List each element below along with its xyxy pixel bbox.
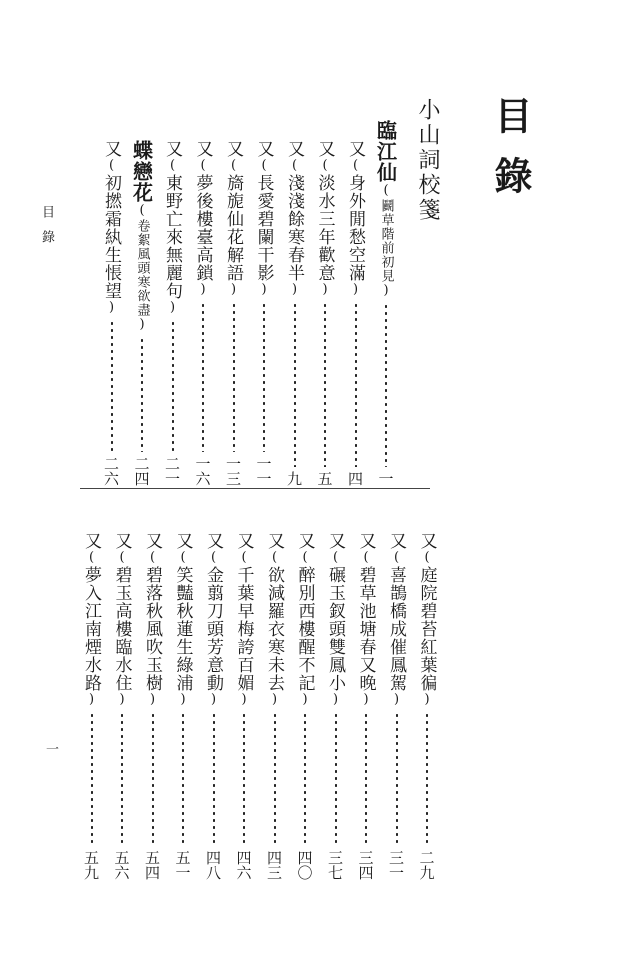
close-paren: )	[165, 300, 180, 316]
entry-label	[384, 532, 409, 708]
tune-name: 又	[284, 140, 304, 158]
leader-dots	[213, 712, 215, 846]
open-paren: (	[389, 550, 404, 566]
open-paren: (	[104, 158, 119, 174]
tune-name: 又	[162, 140, 182, 158]
leader-dots	[304, 712, 306, 846]
close-paren: )	[317, 282, 333, 298]
leader-dots	[121, 712, 123, 846]
toc-entry	[129, 140, 155, 486]
entry-page-number: 四六	[234, 850, 253, 880]
close-paren: )	[358, 692, 374, 708]
close-paren: )	[175, 692, 191, 708]
close-paren: )	[206, 692, 221, 708]
entry-page-number: 五一	[173, 850, 192, 880]
close-paren: )	[114, 692, 130, 708]
entry-label	[160, 140, 185, 316]
open-paren: (	[165, 158, 180, 174]
toc-entry	[353, 532, 379, 880]
entry-label	[293, 532, 318, 708]
open-paren: (	[419, 550, 435, 566]
poem-first-line: 淡水三年歡意	[314, 174, 335, 282]
tune-name: 又	[223, 140, 243, 158]
poem-first-line: 東野亡來無麗句	[162, 174, 182, 300]
open-paren: (	[256, 158, 272, 174]
toc-entry	[373, 120, 399, 486]
close-paren: )	[267, 692, 282, 708]
tune-name: 又	[111, 532, 132, 550]
toc-entry	[251, 140, 277, 486]
poem-first-line: 夢入江南煙水路	[81, 566, 101, 692]
tune-name: 又	[345, 140, 365, 158]
toc-entry	[384, 532, 410, 880]
leader-dots	[152, 712, 154, 846]
open-paren: (	[134, 203, 150, 219]
tune-name: 臨江仙	[373, 120, 398, 183]
open-paren: (	[287, 158, 302, 174]
close-paren: )	[134, 317, 150, 333]
toc-entry	[323, 532, 349, 880]
entry-page-number: 五四	[143, 850, 161, 880]
leader-dots	[233, 302, 235, 452]
entry-page-number: 五九	[82, 850, 100, 880]
close-paren: )	[145, 692, 160, 708]
toc-entry	[414, 532, 440, 880]
entry-label	[140, 532, 165, 708]
leader-dots	[243, 712, 245, 846]
entry-page-number: 二九	[417, 850, 436, 880]
entry-page-number: 一六	[193, 456, 212, 486]
leader-dots	[294, 302, 296, 467]
poem-first-line: 長愛碧闌干影	[253, 174, 274, 282]
tune-name: 又	[416, 532, 437, 550]
poem-first-line: 千葉早梅誇百媚	[233, 566, 254, 692]
entry-label	[282, 140, 307, 298]
tune-name: 又	[355, 532, 376, 550]
entry-label	[252, 140, 277, 298]
close-paren: )	[236, 692, 252, 708]
entry-label	[79, 532, 104, 708]
leader-dots	[263, 302, 265, 452]
entry-page-number: 一三	[224, 456, 242, 486]
tune-name: 又	[101, 140, 121, 158]
toc-entry	[160, 140, 186, 486]
poem-first-line: 金翦刀頭芳意動	[203, 566, 223, 692]
entry-page-number: 一一	[254, 456, 273, 486]
entry-page-number: 四	[346, 471, 364, 486]
poem-first-line: 碾玉釵頭雙鳳小	[325, 566, 345, 692]
poem-first-line: 身外閒愁空滿	[345, 174, 365, 282]
toc-entry	[292, 532, 318, 880]
section-divider	[80, 488, 430, 489]
leader-dots	[324, 302, 326, 467]
close-paren: )	[419, 692, 435, 708]
page-number: 一	[43, 742, 58, 755]
entry-label	[343, 140, 368, 298]
tune-name: 又	[142, 532, 162, 550]
toc-entry	[140, 532, 166, 880]
close-paren: )	[389, 692, 404, 708]
tune-name: 又	[81, 532, 101, 550]
close-paren: )	[348, 282, 363, 298]
page-heading: 目錄	[488, 96, 533, 216]
entry-label	[128, 140, 157, 333]
entry-page-number: 三七	[326, 850, 344, 880]
open-paren: (	[297, 550, 313, 566]
poem-first-line: 欲減羅衣寒未去	[264, 566, 284, 692]
tune-name: 又	[233, 532, 254, 550]
close-paren: )	[226, 282, 241, 298]
entry-label	[232, 532, 257, 708]
leader-dots	[335, 712, 337, 846]
poem-first-line: 喜鵲橋成催鳳駕	[386, 566, 406, 692]
leader-dots	[355, 302, 357, 467]
poem-first-line: 碧落秋風吹玉樹	[142, 566, 162, 692]
entry-label	[262, 532, 287, 708]
open-paren: (	[84, 550, 99, 566]
leader-dots	[426, 712, 428, 846]
entry-label	[110, 532, 135, 708]
close-paren: )	[195, 282, 211, 298]
open-paren: (	[236, 550, 252, 566]
open-paren: (	[114, 550, 130, 566]
tune-name: 又	[253, 140, 274, 158]
leader-dots	[182, 712, 184, 846]
poem-first-line: 醉別西樓醒不記	[294, 566, 315, 692]
leader-dots	[385, 303, 387, 467]
open-paren: (	[267, 550, 282, 566]
entry-label	[191, 140, 216, 298]
leader-dots	[141, 337, 143, 452]
open-paren: (	[206, 550, 221, 566]
entry-page-number: 五六	[112, 850, 131, 880]
poem-first-line: 旖旎仙花解語	[223, 174, 243, 282]
leader-dots	[365, 712, 367, 846]
entry-label	[99, 140, 124, 316]
tune-name: 又	[172, 532, 193, 550]
close-paren: )	[256, 282, 272, 298]
leader-dots	[202, 302, 204, 452]
entry-page-number: 二四	[132, 456, 151, 486]
toc-entry	[282, 140, 308, 486]
leader-dots	[396, 712, 398, 846]
entry-label	[221, 140, 246, 298]
tune-name: 又	[192, 140, 213, 158]
open-paren: (	[145, 550, 160, 566]
tune-name: 又	[264, 532, 284, 550]
open-paren: (	[348, 158, 363, 174]
entry-page-number: 四八	[204, 850, 222, 880]
poem-first-line: 初撚霜紈生悵望	[101, 174, 121, 300]
close-paren: )	[328, 692, 343, 708]
close-paren: )	[104, 300, 119, 316]
close-paren: )	[84, 692, 99, 708]
entry-page-number: 四〇	[295, 850, 314, 880]
entry-page-number: 一	[376, 471, 395, 486]
toc-entry	[201, 532, 227, 880]
tune-name: 又	[325, 532, 345, 550]
leader-dots	[91, 712, 93, 846]
open-paren: (	[328, 550, 343, 566]
entry-page-number: 九	[285, 471, 303, 486]
tune-name: 又	[314, 140, 335, 158]
book-title: 小山詞校箋	[415, 98, 440, 223]
poem-first-line: 碧草池塘春又晚	[355, 566, 376, 692]
tune-name: 又	[294, 532, 315, 550]
toc-entry	[99, 140, 125, 486]
leader-dots	[111, 320, 113, 452]
open-paren: (	[378, 183, 394, 199]
open-paren: (	[226, 158, 241, 174]
toc-entry	[79, 532, 105, 880]
entry-label	[354, 532, 379, 708]
entry-label	[171, 532, 196, 708]
toc-entry	[262, 532, 288, 880]
entry-label	[323, 532, 348, 708]
entry-page-number: 二一	[163, 456, 181, 486]
tune-name: 又	[386, 532, 406, 550]
entry-page-number: 三一	[387, 850, 405, 880]
poem-first-line: 碧玉高樓臨水住	[111, 566, 132, 692]
entry-label	[313, 140, 338, 298]
close-paren: )	[378, 283, 394, 299]
open-paren: (	[317, 158, 333, 174]
poem-first-line: 笑豔秋蓮生綠浦	[172, 566, 193, 692]
open-paren: (	[175, 550, 191, 566]
margin-label: 目錄	[39, 205, 54, 255]
entry-page-number: 三四	[356, 850, 375, 880]
leader-dots	[274, 712, 276, 846]
entry-label	[372, 120, 401, 299]
toc-entry	[231, 532, 257, 880]
open-paren: (	[195, 158, 211, 174]
open-paren: (	[358, 550, 374, 566]
entry-page-number: 五	[315, 471, 334, 486]
entry-label	[201, 532, 226, 708]
entry-page-number: 四三	[265, 850, 283, 880]
leader-dots	[172, 320, 174, 452]
toc-entry	[190, 140, 216, 486]
toc-entry	[312, 140, 338, 486]
entry-label	[415, 532, 440, 708]
toc-entry	[109, 532, 135, 880]
tune-name: 又	[203, 532, 223, 550]
close-paren: )	[297, 692, 313, 708]
close-paren: )	[287, 282, 302, 298]
poem-first-line: 夢後樓臺高鎖	[192, 174, 213, 282]
tune-name: 蝶戀花	[129, 140, 154, 203]
poem-first-line: 卷絮風頭寒欲盡	[134, 219, 150, 317]
poem-first-line: 淺淺餘寒春半	[284, 174, 304, 282]
toc-entry	[343, 140, 369, 486]
toc-entry	[221, 140, 247, 486]
poem-first-line: 鬬草階前初見	[378, 199, 394, 283]
entry-page-number: 二六	[102, 456, 120, 486]
poem-first-line: 庭院碧苔紅葉徧	[416, 566, 437, 692]
toc-entry	[170, 532, 196, 880]
